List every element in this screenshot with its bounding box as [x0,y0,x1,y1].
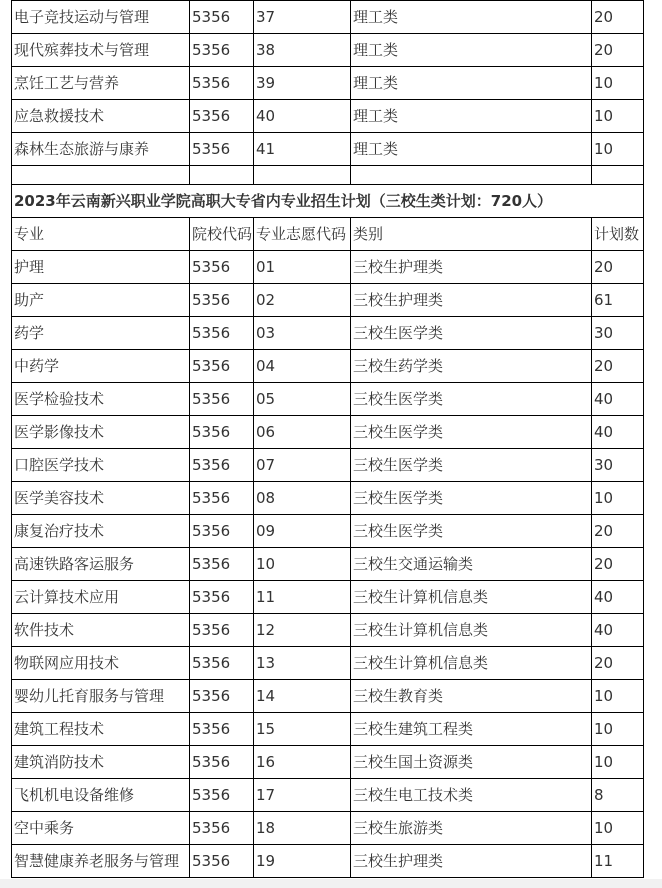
major-cell: 药学 [12,317,190,350]
category-cell: 三校生建筑工程类 [351,713,592,746]
quota-cell: 30 [592,449,644,482]
quota-cell: 10 [592,133,644,166]
quota-cell: 20 [592,647,644,680]
school-code-cell: 5356 [190,383,254,416]
major-code-cell: 41 [254,133,351,166]
header-major-code: 专业志愿代码 [254,218,351,251]
empty-cell [190,166,254,185]
major-code-cell: 38 [254,34,351,67]
major-code-cell: 01 [254,251,351,284]
table-row [12,251,644,284]
school-code-cell: 5356 [190,133,254,166]
category-cell: 三校生旅游类 [351,812,592,845]
category-cell: 三校生电工技术类 [351,779,592,812]
category-cell: 三校生医学类 [351,416,592,449]
major-code-cell: 10 [254,548,351,581]
empty-cell [254,166,351,185]
category-cell: 三校生医学类 [351,317,592,350]
major-code-cell: 16 [254,746,351,779]
enrollment-table [11,0,644,878]
quota-cell: 11 [592,845,644,878]
major-cell: 电子竞技运动与管理 [12,1,190,34]
school-code-cell: 5356 [190,515,254,548]
section-title-row [12,185,644,218]
major-cell: 物联网应用技术 [12,647,190,680]
quota-cell: 10 [592,482,644,515]
school-code-cell: 5356 [190,647,254,680]
school-code-cell: 5356 [190,713,254,746]
school-code-cell: 5356 [190,482,254,515]
school-code-cell: 5356 [190,284,254,317]
category-cell: 三校生药学类 [351,350,592,383]
header-category: 类别 [351,218,592,251]
table-row [12,680,644,713]
table-row [12,812,644,845]
table-row [12,284,644,317]
major-cell: 康复治疗技术 [12,515,190,548]
school-code-cell: 5356 [190,416,254,449]
section-title: 2023年云南新兴职业学院高职大专省内专业招生计划（三校生类计划：720人） [12,185,644,218]
major-cell: 森林生态旅游与康养 [12,133,190,166]
empty-cell [592,166,644,185]
category-cell: 三校生计算机信息类 [351,614,592,647]
quota-cell: 20 [592,34,644,67]
school-code-cell: 5356 [190,449,254,482]
major-cell: 云计算技术应用 [12,581,190,614]
category-cell: 三校生计算机信息类 [351,647,592,680]
major-code-cell: 03 [254,317,351,350]
table-row [12,1,644,34]
major-code-cell: 08 [254,482,351,515]
school-code-cell: 5356 [190,845,254,878]
table-row [12,383,644,416]
major-cell: 现代殡葬技术与管理 [12,34,190,67]
header-major: 专业 [12,218,190,251]
enrollment-table-body [12,1,644,878]
quota-cell: 40 [592,383,644,416]
quota-cell: 8 [592,779,644,812]
table-row [12,67,644,100]
major-code-cell: 13 [254,647,351,680]
major-cell: 口腔医学技术 [12,449,190,482]
category-cell: 三校生国土资源类 [351,746,592,779]
major-code-cell: 11 [254,581,351,614]
category-cell: 理工类 [351,67,592,100]
quota-cell: 10 [592,67,644,100]
category-cell: 理工类 [351,100,592,133]
school-code-cell: 5356 [190,67,254,100]
table-row [12,34,644,67]
major-cell: 建筑工程技术 [12,713,190,746]
school-code-cell: 5356 [190,34,254,67]
quota-cell: 40 [592,614,644,647]
quota-cell: 20 [592,548,644,581]
enrollment-table-container [11,0,643,878]
category-cell: 三校生医学类 [351,449,592,482]
quota-cell: 10 [592,713,644,746]
school-code-cell: 5356 [190,812,254,845]
header-quota: 计划数 [592,218,644,251]
major-code-cell: 06 [254,416,351,449]
table-row [12,100,644,133]
major-cell: 飞机机电设备维修 [12,779,190,812]
category-cell: 三校生教育类 [351,680,592,713]
school-code-cell: 5356 [190,251,254,284]
school-code-cell: 5356 [190,548,254,581]
quota-cell: 20 [592,1,644,34]
table-row [12,713,644,746]
major-code-cell: 37 [254,1,351,34]
major-code-cell: 02 [254,284,351,317]
quota-cell: 10 [592,746,644,779]
table-row [12,515,644,548]
category-cell: 三校生医学类 [351,383,592,416]
table-row [12,647,644,680]
category-cell: 三校生护理类 [351,251,592,284]
table-row [12,614,644,647]
major-code-cell: 04 [254,350,351,383]
category-cell: 三校生护理类 [351,284,592,317]
table-row [12,581,644,614]
major-code-cell: 09 [254,515,351,548]
quota-cell: 10 [592,812,644,845]
major-cell: 智慧健康养老服务与管理 [12,845,190,878]
major-code-cell: 14 [254,680,351,713]
category-cell: 理工类 [351,34,592,67]
quota-cell: 20 [592,251,644,284]
major-cell: 婴幼儿托育服务与管理 [12,680,190,713]
major-cell: 空中乘务 [12,812,190,845]
major-code-cell: 39 [254,67,351,100]
major-code-cell: 18 [254,812,351,845]
major-code-cell: 19 [254,845,351,878]
major-code-cell: 07 [254,449,351,482]
empty-cell [12,166,190,185]
table-row [12,416,644,449]
category-cell: 三校生护理类 [351,845,592,878]
category-cell: 三校生计算机信息类 [351,581,592,614]
major-code-cell: 17 [254,779,351,812]
school-code-cell: 5356 [190,317,254,350]
category-cell: 三校生医学类 [351,515,592,548]
table-row [12,133,644,166]
major-cell: 助产 [12,284,190,317]
page-bottom-band [0,879,662,888]
major-cell: 医学检验技术 [12,383,190,416]
quota-cell: 40 [592,581,644,614]
major-cell: 医学美容技术 [12,482,190,515]
major-cell: 软件技术 [12,614,190,647]
header-school-code: 院校代码 [190,218,254,251]
empty-cell [351,166,592,185]
category-cell: 三校生交通运输类 [351,548,592,581]
school-code-cell: 5356 [190,100,254,133]
quota-cell: 30 [592,317,644,350]
category-cell: 三校生医学类 [351,482,592,515]
category-cell: 理工类 [351,1,592,34]
table-row [12,779,644,812]
major-cell: 烹饪工艺与营养 [12,67,190,100]
school-code-cell: 5356 [190,779,254,812]
school-code-cell: 5356 [190,350,254,383]
table-row [12,482,644,515]
table-row [12,548,644,581]
table-row [12,350,644,383]
quota-cell: 20 [592,350,644,383]
header-row [12,218,644,251]
major-code-cell: 05 [254,383,351,416]
major-code-cell: 15 [254,713,351,746]
major-cell: 中药学 [12,350,190,383]
school-code-cell: 5356 [190,1,254,34]
major-code-cell: 40 [254,100,351,133]
school-code-cell: 5356 [190,614,254,647]
quota-cell: 40 [592,416,644,449]
table-row [12,449,644,482]
major-cell: 医学影像技术 [12,416,190,449]
school-code-cell: 5356 [190,746,254,779]
spacer-row [12,166,644,185]
major-code-cell: 12 [254,614,351,647]
quota-cell: 20 [592,515,644,548]
category-cell: 理工类 [351,133,592,166]
quota-cell: 61 [592,284,644,317]
quota-cell: 10 [592,100,644,133]
major-cell: 应急救援技术 [12,100,190,133]
major-cell: 高速铁路客运服务 [12,548,190,581]
school-code-cell: 5356 [190,680,254,713]
major-cell: 护理 [12,251,190,284]
school-code-cell: 5356 [190,581,254,614]
major-cell: 建筑消防技术 [12,746,190,779]
table-row [12,746,644,779]
table-row [12,845,644,878]
table-row [12,317,644,350]
quota-cell: 10 [592,680,644,713]
